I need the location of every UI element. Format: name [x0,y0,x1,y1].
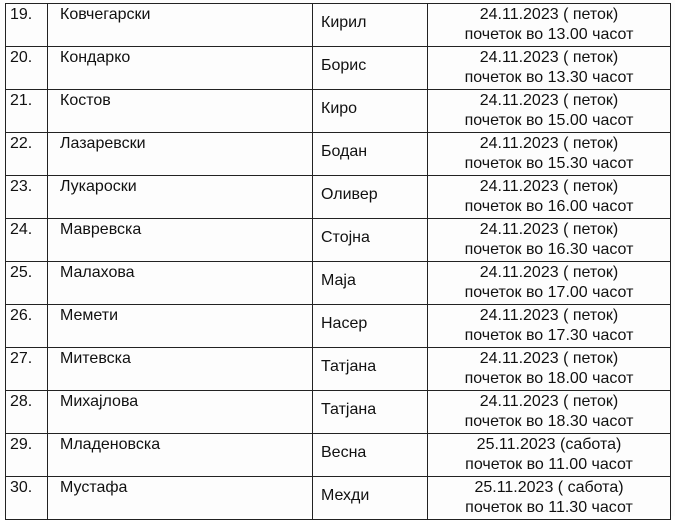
surname-cell [48,348,313,391]
first-name: Насер [321,315,368,332]
first-name-cell [313,477,428,520]
row-number: 27. [10,350,33,367]
first-name: Киро [321,100,358,117]
table-row [6,348,671,391]
surname-cell [48,4,313,47]
row-number-cell [6,391,48,434]
appointment-time: почеток во 17.30 часот [464,327,634,344]
row-number-cell [6,348,48,391]
appointment-cell [428,305,671,348]
appointment-date: 24.11.2023 ( петок) [479,350,619,367]
row-number-cell [6,47,48,90]
row-number: 26. [10,307,33,324]
appointment-cell [428,262,671,305]
first-name: Кирил [321,14,367,31]
first-name-cell [313,90,428,133]
appointment-time: почеток во 18.00 часот [464,370,634,387]
first-name: Весна [321,444,367,461]
first-name: Маја [321,272,356,289]
row-number: 23. [10,178,33,195]
first-name-cell [313,262,428,305]
surname: Мавревска [60,221,142,238]
table-row [6,262,671,305]
first-name: Борис [321,57,367,74]
first-name-cell [313,305,428,348]
appointment-time: почеток во 15.30 часот [464,155,634,172]
row-number: 19. [10,6,33,23]
row-number: 24. [10,221,33,238]
surname: Малахова [60,264,135,281]
row-number: 28. [10,393,33,410]
surname-cell [48,176,313,219]
row-number-cell [6,133,48,176]
first-name: Стојна [321,229,370,246]
surname-cell [48,219,313,262]
appointment-time: почеток во 13.30 часот [464,69,634,86]
appointment-date: 24.11.2023 ( петок) [479,6,619,23]
appointment-date: 25.11.2023 ( сабота) [474,479,624,496]
appointment-time: почеток во 15.00 часот [464,112,634,129]
appointment-time: почеток во 18.30 часот [464,413,634,430]
appointment-time: почеток во 11.00 часот [465,456,633,473]
surname-cell [48,305,313,348]
first-name-cell [313,434,428,477]
row-number: 20. [10,49,33,66]
appointment-cell [428,391,671,434]
table-row [6,434,671,477]
first-name: Оливер [321,186,378,203]
surname: Михајлова [60,393,139,410]
surname: Митевска [60,350,131,367]
table-body [6,4,671,520]
row-number: 29. [10,436,33,453]
appointment-cell [428,348,671,391]
surname-cell [48,133,313,176]
surname: Кондарко [60,49,131,66]
table-row [6,176,671,219]
first-name-cell [313,133,428,176]
appointment-time: почеток во 16.30 часот [464,241,634,258]
surname-cell [48,391,313,434]
table-row [6,391,671,434]
first-name-cell [313,4,428,47]
appointment-date: 24.11.2023 ( петок) [479,393,619,410]
appointment-date: 25.11.2023 (сабота) [476,436,622,453]
surname: Мемети [60,307,119,324]
appointment-date: 24.11.2023 ( петок) [479,307,619,324]
row-number: 21. [10,92,33,109]
appointment-date: 24.11.2023 ( петок) [479,221,619,238]
row-number-cell [6,4,48,47]
table-row [6,305,671,348]
row-number-cell [6,219,48,262]
surname: Ковчегарски [60,6,151,23]
appointment-date: 24.11.2023 ( петок) [479,264,619,281]
surname-cell [48,477,313,520]
first-name: Бодан [321,143,368,160]
first-name-cell [313,348,428,391]
surname-cell [48,90,313,133]
appointment-time: почеток во 17.00 часот [464,284,634,301]
appointment-cell [428,477,671,520]
surname: Мустафа [60,479,128,496]
appointment-date: 24.11.2023 ( петок) [479,178,619,195]
appointment-cell [428,90,671,133]
appointment-cell [428,434,671,477]
appointment-cell [428,133,671,176]
appointment-cell [428,176,671,219]
appointment-cell [428,219,671,262]
surname-cell [48,262,313,305]
first-name-cell [313,176,428,219]
surname: Лазаревски [60,135,146,152]
appointment-time: почеток во 11.30 часот [465,499,633,516]
surname-cell [48,47,313,90]
row-number-cell [6,477,48,520]
row-number-cell [6,262,48,305]
table-row [6,133,671,176]
table-row [6,477,671,520]
row-number: 22. [10,135,33,152]
row-number-cell [6,305,48,348]
row-number-cell [6,434,48,477]
row-number: 30. [10,479,33,496]
appointment-date: 24.11.2023 ( петок) [479,49,619,66]
appointment-time: почеток во 13.00 часот [464,26,634,43]
row-number-cell [6,90,48,133]
first-name-cell [313,47,428,90]
appointment-date: 24.11.2023 ( петок) [479,135,619,152]
surname: Младеновска [60,436,161,453]
table-row [6,47,671,90]
first-name: Татјана [321,401,377,418]
appointment-cell [428,47,671,90]
first-name: Татјана [321,358,377,375]
table-row [6,4,671,47]
row-number-cell [6,176,48,219]
surname-cell [48,434,313,477]
appointment-cell [428,4,671,47]
surname: Лукароски [60,178,137,195]
appointment-time: почеток во 16.00 часот [464,198,634,215]
appointment-date: 24.11.2023 ( петок) [479,92,619,109]
exam-schedule-table [5,3,671,520]
first-name-cell [313,391,428,434]
table-row [6,219,671,262]
table-row [6,90,671,133]
row-number: 25. [10,264,33,281]
surname: Костов [60,92,111,109]
first-name: Мехди [321,487,370,504]
first-name-cell [313,219,428,262]
